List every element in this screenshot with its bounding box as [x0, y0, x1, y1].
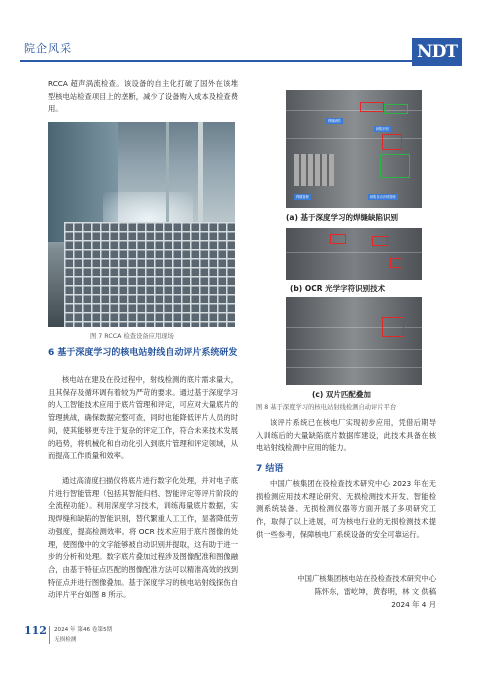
signature-org: 中国广核集团核电站在役检查技术研究中心	[297, 574, 436, 583]
sec7-title: 7 结语	[256, 464, 284, 474]
ocr-box	[330, 234, 346, 244]
ocr-box	[372, 236, 388, 246]
application-paragraph: 该评片系统已在核电厂实现初步应用，凭借后期导入训练后的大量缺陷底片数据库建设，此技术具备在核电站射线检测中应用的能力。	[256, 418, 436, 453]
panel-tag: 缺陷自动识别管理	[370, 195, 396, 199]
overlay-box	[382, 317, 404, 337]
ok-box	[380, 154, 410, 178]
ocr-box	[390, 258, 402, 268]
page-number: 112	[24, 624, 47, 637]
fig7-caption: 图 7 RCCA 检查设备应用现场	[90, 333, 174, 340]
sec7-paragraph: 中国广核集团在役检查技术研究中心 2023 年在无损检测应用技术理论研究、无损检测技术开发、智能检测系统装备、无损检测仪器等方面开展了多项研究工作，取得了以上进展，可为核电行业的无损检测技术提供一些参考，保障核电厂系统设备的安全可靠运行。	[256, 479, 436, 539]
sec6-title: 6 基于深度学习的核电站射线自动评片系统研发	[48, 348, 238, 358]
fig8b-label: (b) OCR 光学字符识别技术	[290, 284, 386, 293]
defect-box	[382, 134, 402, 150]
panel-tag: 缺陷识别	[376, 127, 389, 131]
journal-logo: NDT	[412, 38, 462, 66]
defect-box	[360, 102, 384, 112]
rcca-site-photo	[48, 122, 235, 327]
footer-divider	[49, 626, 50, 644]
fig8a-image	[286, 90, 422, 208]
panel-tag: 焊缝管理	[296, 195, 309, 199]
fig8-caption: 图 8 基于深度学习的核电站射线检测自动评片平台	[256, 404, 397, 411]
footer-issue: 2024 年 第46 卷第5期	[54, 627, 113, 633]
section-title: 院企风采	[24, 42, 72, 55]
fig8b-image	[286, 228, 422, 280]
intro-paragraph: RCCA 超声涡流检查。该设备的自主化打破了国外在该堆型核电站检查项目上的垄断，减少了设备购入成本及检查费用。	[48, 79, 238, 114]
fig8c-label: (c) 双片匹配叠加	[312, 390, 371, 399]
signature-date: 2024 年 4 月	[391, 600, 436, 609]
thumbnail-strip	[294, 154, 334, 186]
header-rule	[20, 60, 420, 62]
photo-beam	[166, 122, 169, 232]
sec6-paragraph-2: 通过高清度扫描仪将底片进行数字化处理，并对电子底片进行智能管理（包括其智能归档、智能评定等评片阶段的全流程功能）。利用深度学习技术，训练海量底片数据，实现焊缝和缺陷的智能识别，替代繁重人工工作，显著降低劳动强度，提高检测效率。将 OCR 技术应用于底片图像的处理，使图像中的文字能够被自动识别并提取，这有助于进一步的分析和处理。数字底片叠加过程涉及图像配准和图像融合，由基于特征点匹配的图像配准方法可以精准高效的找到特征点并进行图像叠加。基于深度学习的核电站射线探伤自动评片平台如图 8 所示。	[48, 476, 238, 600]
footer-journal: 无损检测	[54, 637, 77, 643]
panel-tag: 焊缝缺陷	[328, 119, 341, 123]
fig8a-label: (a) 基于深度学习的焊缝缺陷识别	[286, 213, 399, 222]
photo-grating	[64, 222, 235, 327]
sec6-paragraph-1: 核电站在建及在役过程中，射线检测的底片需求量大，且其保存及循环调有着较为严苛的要求。通过基于深度学习的人工智能技术应用于底片管理和评定，可应对大量底片的管理挑战，确保数据完整可查，同时也能降低评片人员的时间，使其能够更专注于复杂的评定工作，符合未来技术发展的趋势，将机械化和自动化引入到底片管理和评定领域，从而提高工作质量和效率。	[48, 375, 238, 461]
fig8c-image	[286, 297, 422, 385]
signature-names: 陈怀东，雷屹坤，黄春明，林 文 供稿	[314, 587, 436, 596]
ok-box	[384, 104, 408, 114]
